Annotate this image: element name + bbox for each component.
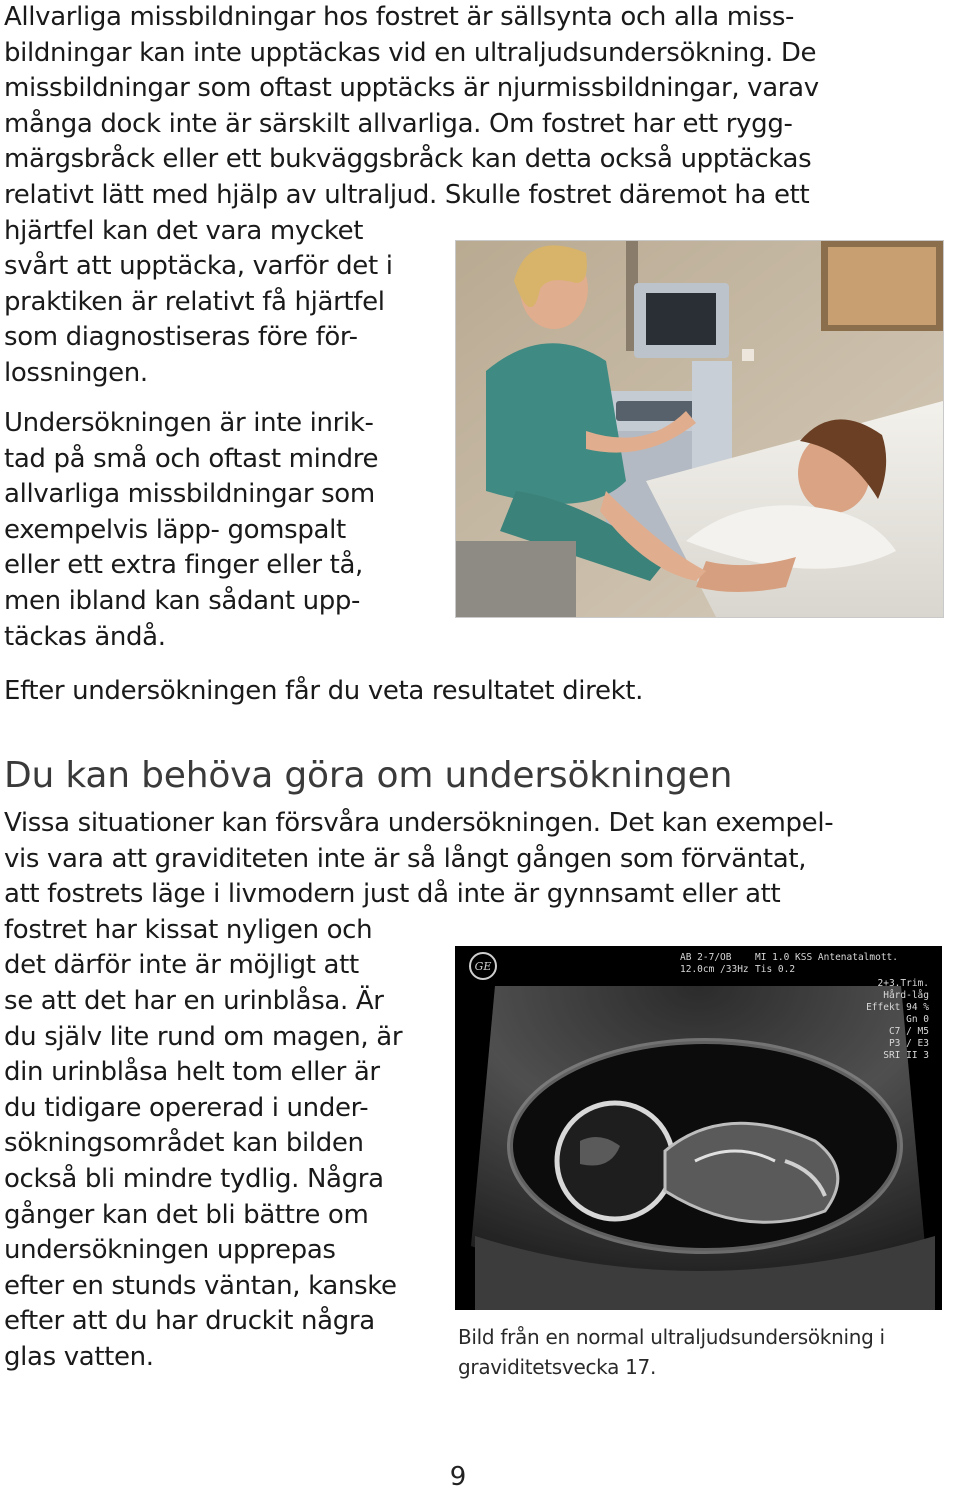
text-line: missbildningar som oftast upptäcks är njurmissbildningar, varav — [4, 73, 819, 104]
section-heading: Du kan behöva göra om undersökningen — [4, 755, 733, 796]
text-line: efter en stunds väntan, kanske — [4, 1270, 397, 1301]
text-line: glas vatten. — [4, 1341, 154, 1372]
text-line: täckas ändå. — [4, 621, 166, 652]
text-line: sökningsområdet kan bilden — [4, 1128, 364, 1159]
text-line: Efter undersökningen får du veta resultatet direkt. — [4, 676, 644, 706]
scan-overlay-text: 2+3.Trim. — [877, 978, 929, 989]
caption-line: graviditetsvecka 17. — [458, 1355, 657, 1379]
caption-line: Bild från en normal ultraljudsundersökning i — [458, 1325, 885, 1349]
text-line: se att det har en urinblåsa. Är — [4, 985, 384, 1016]
text-line: vis vara att graviditeten inte är så långt gången som förväntat, — [4, 843, 807, 874]
text-line: undersökningen upprepas — [4, 1235, 336, 1266]
text-line: eller ett extra finger eller tå, — [4, 550, 363, 581]
text-line: Undersökningen är inte inrik- — [4, 408, 374, 438]
text-line: exempelvis läpp- gomspalt — [4, 514, 346, 545]
text-line: tad på små och oftast mindre — [4, 443, 379, 474]
scan-overlay-text: Hård-låg — [883, 990, 929, 1001]
ultrasound-exam-photo — [455, 240, 944, 618]
text-line: Allvarliga missbildningar hos fostret är sällsynta och alla miss- — [4, 2, 795, 32]
text-line: Vissa situationer kan försvåra undersökningen. Det kan exempel- — [4, 808, 834, 838]
text-line: relativt lätt med hjälp av ultraljud. Skulle fostret däremot ha ett — [4, 179, 810, 210]
text-line: lossningen. — [4, 357, 148, 388]
scan-overlay-text: SRI II 3 — [883, 1050, 929, 1061]
text-line: fostret har kissat nyligen och — [4, 914, 373, 945]
scan-overlay-text: Gn 0 — [906, 1014, 929, 1025]
text-line: många dock inte är särskilt allvarliga. Om fostret har ett rygg- — [4, 108, 793, 139]
text-line: du tidigare opererad i under- — [4, 1092, 369, 1123]
scan-overlay-text: 12.0cm /33Hz — [680, 964, 749, 975]
text-line: märgsbråck eller ett bukväggsbråck kan detta också upptäckas — [4, 144, 812, 175]
image-caption — [458, 1322, 885, 1382]
scan-overlay-text: C7 / M5 — [888, 1026, 929, 1037]
text-line: din urinblåsa helt tom eller är — [4, 1057, 380, 1088]
paragraph-result — [4, 674, 643, 710]
text-line: också bli mindre tydlig. Några — [4, 1163, 384, 1194]
text-line: praktiken är relativt få hjärtfel — [4, 286, 385, 317]
text-line: hjärtfel kan det vara mycket — [4, 215, 364, 246]
text-line: det därför inte är möjligt att — [4, 950, 359, 981]
text-line: att fostrets läge i livmodern just då inte är gynnsamt eller att — [4, 879, 781, 910]
text-line: gånger kan det bli bättre om — [4, 1199, 369, 1230]
scan-overlay-text: Effekt 94 % — [866, 1002, 929, 1013]
scan-overlay-text: MI 1.0 KSS Antenatalmott. — [755, 952, 898, 963]
scan-overlay-text: Tis 0.2 — [755, 964, 796, 975]
page-number: 9 — [449, 1462, 467, 1492]
scan-overlay-text: AB 2-7/OB — [680, 952, 732, 963]
text-line: du själv lite rund om magen, är — [4, 1021, 403, 1052]
text-line: efter att du har druckit några — [4, 1306, 375, 1337]
text-line: svårt att upptäcka, varför det i — [4, 251, 393, 282]
scan-overlay-text: P3 / E3 — [888, 1038, 929, 1049]
text-line: bildningar kan inte upptäckas vid en ultraljudsundersökning. De — [4, 37, 817, 68]
svg-text:GE: GE — [474, 960, 492, 973]
text-line: allvarliga missbildningar som — [4, 479, 375, 510]
text-line: som diagnostiseras före för- — [4, 322, 358, 353]
paragraph-focus — [4, 406, 378, 655]
ultrasound-scan-image — [455, 946, 942, 1310]
text-line: men ibland kan sådant upp- — [4, 585, 361, 616]
